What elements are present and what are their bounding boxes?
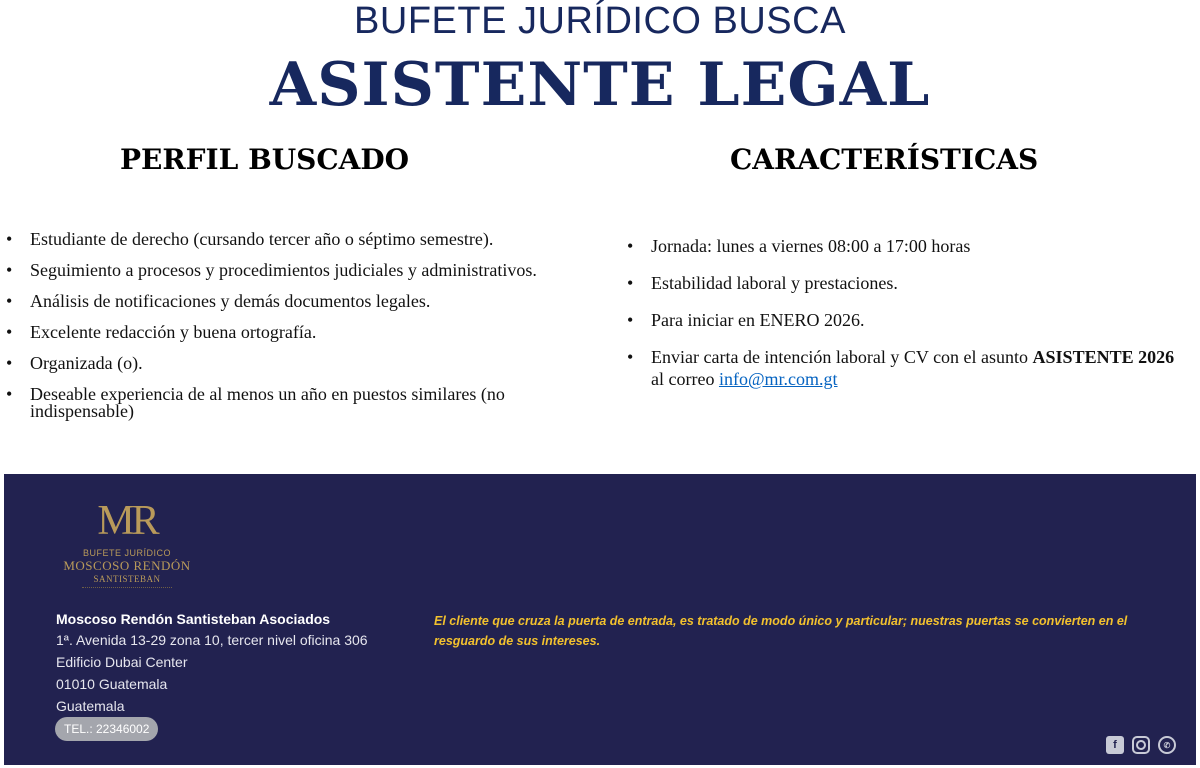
firm-quote: El cliente que cruza la puerta de entrada, es tratado de modo único y particular; nuestras puertas se convierten en el resguardo de sus intereses. <box>434 614 1128 648</box>
caracteristicas-list <box>624 235 1184 405</box>
caracteristicas-title: CARACTERÍSTICAS <box>730 143 1039 176</box>
list-item: • Excelente redacción y buena ortografía. <box>3 324 543 341</box>
email-link[interactable]: info@mr.com.gt <box>718 369 838 389</box>
phone-badge[interactable]: TEL.: 22346002 <box>55 717 158 741</box>
logo-mark: MR <box>97 498 157 544</box>
list-item: • Organizada (o). <box>3 355 543 372</box>
list-item: • Estabilidad laboral y prestaciones. <box>624 272 1184 294</box>
instagram-icon[interactable] <box>1132 736 1150 754</box>
list-item: • Estudiante de derecho (cursando tercer año o séptimo semestre). <box>3 231 543 248</box>
firm-logo <box>52 498 202 590</box>
logo-line3: SANTISTEBAN <box>93 574 161 584</box>
logo-line2: MOSCOSO RENDÓN <box>63 558 191 573</box>
address-line: Guatemala <box>56 698 125 714</box>
firm-name: Moscoso Rendón Santisteban Asociados <box>56 611 331 627</box>
list-item: • Deseable experiencia de al menos un año en puestos similares (no indispensable) <box>3 386 543 420</box>
whatsapp-icon[interactable]: ✆ <box>1158 736 1176 754</box>
headline-top: BUFETE JURÍDICO BUSCA <box>354 0 846 42</box>
address-line: 1ª. Avenida 13-29 zona 10, tercer nivel oficina 306 <box>56 632 368 648</box>
list-item: • Para iniciar en ENERO 2026. <box>624 309 1184 331</box>
subject-text: ASISTENTE 2026 <box>1032 347 1175 367</box>
social-links <box>1106 736 1176 754</box>
list-item: • Jornada: lunes a viernes 08:00 a 17:00 horas <box>624 235 1184 257</box>
list-item: • Seguimiento a procesos y procedimientos judiciales y administrativos. <box>3 262 543 279</box>
footer <box>4 474 1196 765</box>
send-text: Enviar carta de intención laboral y CV con el asunto <box>651 347 1033 367</box>
address-line: Edificio Dubai Center <box>56 654 188 670</box>
send-text-middle: al correo <box>651 369 719 389</box>
perfil-list <box>3 231 543 434</box>
list-item: • Análisis de notificaciones y demás documentos legales. <box>3 293 543 310</box>
address-line: 01010 Guatemala <box>56 676 168 692</box>
perfil-title: PERFIL BUSCADO <box>120 143 410 176</box>
logo-line1: BUFETE JURÍDICO <box>82 548 171 558</box>
logo-divider <box>82 587 172 590</box>
list-item-send-cv <box>624 346 1184 390</box>
facebook-icon[interactable]: f <box>1106 736 1124 754</box>
headline-main: ASISTENTE LEGAL <box>269 50 931 120</box>
